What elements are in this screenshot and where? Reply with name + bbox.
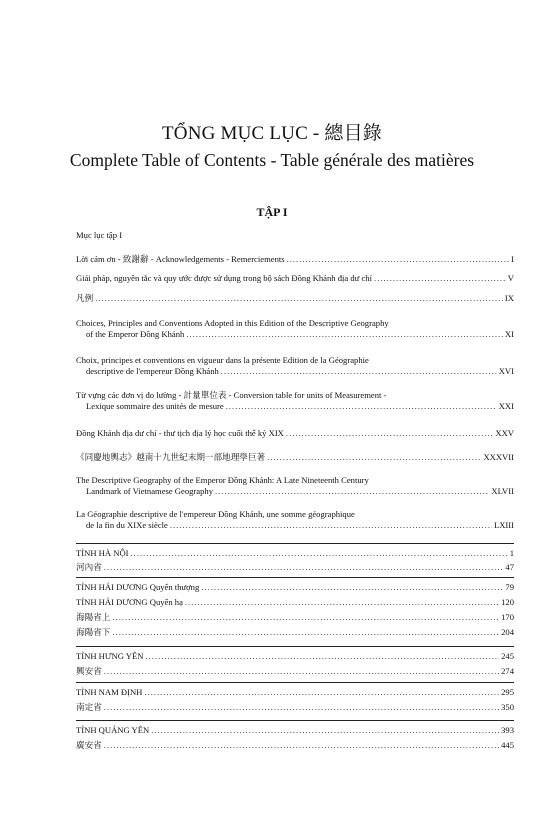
- dot-leader: [95, 293, 503, 304]
- toc-entry[interactable]: [76, 548, 514, 559]
- toc-page-number: 274: [501, 666, 514, 676]
- toc-page-number: V: [507, 273, 514, 283]
- toc-entry[interactable]: [76, 355, 514, 377]
- dot-leader: [104, 740, 499, 751]
- toc-entry-title: 南定省: [76, 702, 102, 712]
- section-divider: [76, 577, 514, 578]
- toc-page-number: 350: [501, 702, 514, 712]
- toc-entry[interactable]: [76, 612, 514, 623]
- toc-entry-title: Lời cảm ơn - 致謝辭 - Acknowledgements - Remerciements: [76, 254, 285, 264]
- toc-page-number: XI: [504, 329, 514, 339]
- toc-entry-line: [76, 318, 514, 329]
- toc-entry-title: 凡例: [76, 293, 94, 303]
- toc-page-number: 47: [505, 562, 514, 572]
- toc-entry-line: [76, 293, 514, 304]
- toc-entry-line: [76, 254, 514, 265]
- toc-entry-title: TỈNH HÀ NỘI: [76, 548, 129, 558]
- toc-page-number: XXI: [498, 401, 514, 411]
- toc-entry-title: Choices, Principles and Conventions Adopted in this Edition of the Descriptive Geography: [76, 318, 389, 328]
- dot-leader: [185, 597, 499, 608]
- page-subtitle: Complete Table of Contents - Table générale des matières: [69, 150, 475, 170]
- toc-entry-line: [76, 452, 514, 463]
- toc-entry[interactable]: [76, 318, 514, 340]
- toc-page-number: XXV: [495, 428, 514, 438]
- toc-entry-line: [76, 597, 514, 608]
- toc-entry[interactable]: [76, 687, 514, 698]
- section-divider: [76, 646, 514, 647]
- toc-entry-line: [76, 509, 514, 520]
- toc-entry-title: TỈNH QUẢNG YÊN: [76, 725, 150, 735]
- toc-entry-line: [76, 651, 514, 662]
- toc-page-number: 120: [501, 597, 514, 607]
- section-divider: [76, 543, 514, 544]
- toc-page-number: IX: [504, 293, 514, 303]
- dot-leader: [145, 651, 499, 662]
- toc-entry-line: [76, 740, 514, 751]
- toc-entry[interactable]: [76, 597, 514, 608]
- toc-entry-line: [76, 627, 514, 638]
- dot-leader: [104, 562, 504, 573]
- toc-entry-line: [76, 390, 514, 401]
- toc-entry-title: 河內省: [76, 562, 102, 572]
- toc-entry-line: [76, 548, 514, 559]
- toc-entry-title: Từ vựng các đơn vị đo lường - 計量單位表 - Conversion table for units of Measurement -: [76, 390, 387, 400]
- page-title: TỔNG MỤC LỤC - 總目錄: [162, 123, 382, 144]
- toc-page-number: 445: [501, 740, 514, 750]
- section-label: Mục lục tập I: [76, 230, 123, 240]
- dot-leader: [287, 254, 510, 265]
- toc-entry-title: 《同慶地輿志》越南十九世紀末期一部地理學巨著: [76, 452, 266, 462]
- toc-entry-title: Đồng Khánh địa dư chí - thư tịch địa lý học cuối thế kỷ XIX: [76, 428, 284, 438]
- toc-entry-line: [76, 666, 514, 677]
- dot-leader: [112, 627, 499, 638]
- dot-leader: [104, 702, 499, 713]
- toc-entry-line: [76, 475, 514, 486]
- toc-entry[interactable]: [76, 509, 514, 531]
- toc-entry-title: 海陽省下: [76, 627, 111, 637]
- dot-leader: [226, 401, 497, 412]
- toc-page-number: 1: [509, 548, 514, 558]
- toc-entry-title: Landmark of Vietnamese Geography: [86, 486, 213, 496]
- toc-entry-title: TỈNH HẢI DƯƠNG Quyển thượng: [76, 582, 200, 592]
- toc-entry-line: [76, 520, 514, 531]
- toc-entry[interactable]: [76, 254, 514, 265]
- toc-entry[interactable]: [76, 702, 514, 713]
- toc-entry[interactable]: [76, 452, 514, 463]
- dot-leader: [170, 520, 492, 531]
- dot-leader: [215, 486, 489, 497]
- dot-leader: [374, 273, 506, 284]
- toc-entry-line: [76, 582, 514, 593]
- toc-entry-title: Choix, principes et conventions en vigueur dans la présente Edition de la Géographie: [76, 355, 369, 365]
- toc-entry-line: [76, 486, 514, 497]
- toc-entry[interactable]: [76, 651, 514, 662]
- toc-entry[interactable]: [76, 562, 514, 573]
- toc-page-number: 204: [501, 627, 514, 637]
- dot-leader: [144, 687, 499, 698]
- toc-page-number: I: [511, 254, 514, 264]
- toc-entry-title: Giải pháp, nguyên tắc và quy ước được sử dụng trong bộ sách Đồng Khánh địa dư chí: [76, 273, 372, 283]
- dot-leader: [286, 428, 493, 439]
- toc-entry-line: [76, 725, 514, 736]
- toc-entry-title: de la fin du XIXe siècle: [86, 520, 168, 530]
- toc-page-number: XVI: [498, 366, 514, 376]
- toc-entry[interactable]: [76, 582, 514, 593]
- section-divider: [76, 682, 514, 683]
- toc-entry-title: descriptive de l'empereur Đồng Khánh: [86, 366, 219, 376]
- dot-leader: [112, 612, 499, 623]
- toc-entry[interactable]: [76, 293, 514, 304]
- toc-entry-title: Lexique sommaire des unités de mesure: [86, 401, 224, 411]
- toc-entry[interactable]: [76, 725, 514, 736]
- toc-entry[interactable]: [76, 273, 514, 284]
- toc-page-number: XLVII: [491, 486, 514, 496]
- toc-entry[interactable]: [76, 666, 514, 677]
- toc-entry[interactable]: [76, 428, 514, 439]
- dot-leader: [131, 548, 508, 559]
- toc-entry-line: [76, 355, 514, 366]
- toc-entry[interactable]: [76, 475, 514, 497]
- toc-entry-line: [76, 329, 514, 340]
- dot-leader: [151, 725, 499, 736]
- toc-page-number: 245: [501, 651, 514, 661]
- toc-page-number: 79: [505, 582, 514, 592]
- toc-entry-line: [76, 366, 514, 377]
- toc-entry-line: [76, 702, 514, 713]
- toc-page-number: LXIII: [493, 520, 514, 530]
- dot-leader: [267, 452, 481, 463]
- toc-entry[interactable]: [76, 740, 514, 751]
- toc-page-number: 170: [501, 612, 514, 622]
- dot-leader: [186, 329, 503, 340]
- toc-entry[interactable]: [76, 390, 514, 412]
- dot-leader: [201, 582, 503, 593]
- toc-entry-title: of the Emperor Đồng Khánh: [86, 329, 185, 339]
- toc-entry-title: TỈNH HƯNG YÊN: [76, 651, 144, 661]
- toc-entry-title: 興安省: [76, 666, 102, 676]
- toc-entry-title: TỈNH NAM ĐỊNH: [76, 687, 143, 697]
- toc-entry-line: [76, 612, 514, 623]
- toc-entry-title: TỈNH HẢI DƯƠNG Quyển hạ: [76, 597, 183, 607]
- toc-entry-line: [76, 401, 514, 412]
- toc-entry[interactable]: [76, 627, 514, 638]
- dot-leader: [104, 666, 499, 677]
- toc-entry-title: La Géographie descriptive de l'empereur Đồng Khánh, une somme géographique: [76, 509, 355, 519]
- toc-entry-title: The Descriptive Geography of the Emperor Đồng Khánh: A Late Nineteenth Century: [76, 475, 369, 485]
- toc-entry-line: [76, 687, 514, 698]
- section-divider: [76, 720, 514, 721]
- toc-entry-line: [76, 273, 514, 284]
- toc-entry-title: 廣安省: [76, 740, 102, 750]
- toc-entry-line: [76, 562, 514, 573]
- dot-leader: [221, 366, 497, 377]
- toc-entry-title: 海陽省上: [76, 612, 111, 622]
- volume-heading: TẬP I: [256, 205, 288, 219]
- toc-page-number: 393: [501, 725, 514, 735]
- toc-page-number: XXXVII: [483, 452, 514, 462]
- toc-entry-line: [76, 428, 514, 439]
- toc-page-number: 295: [501, 687, 514, 697]
